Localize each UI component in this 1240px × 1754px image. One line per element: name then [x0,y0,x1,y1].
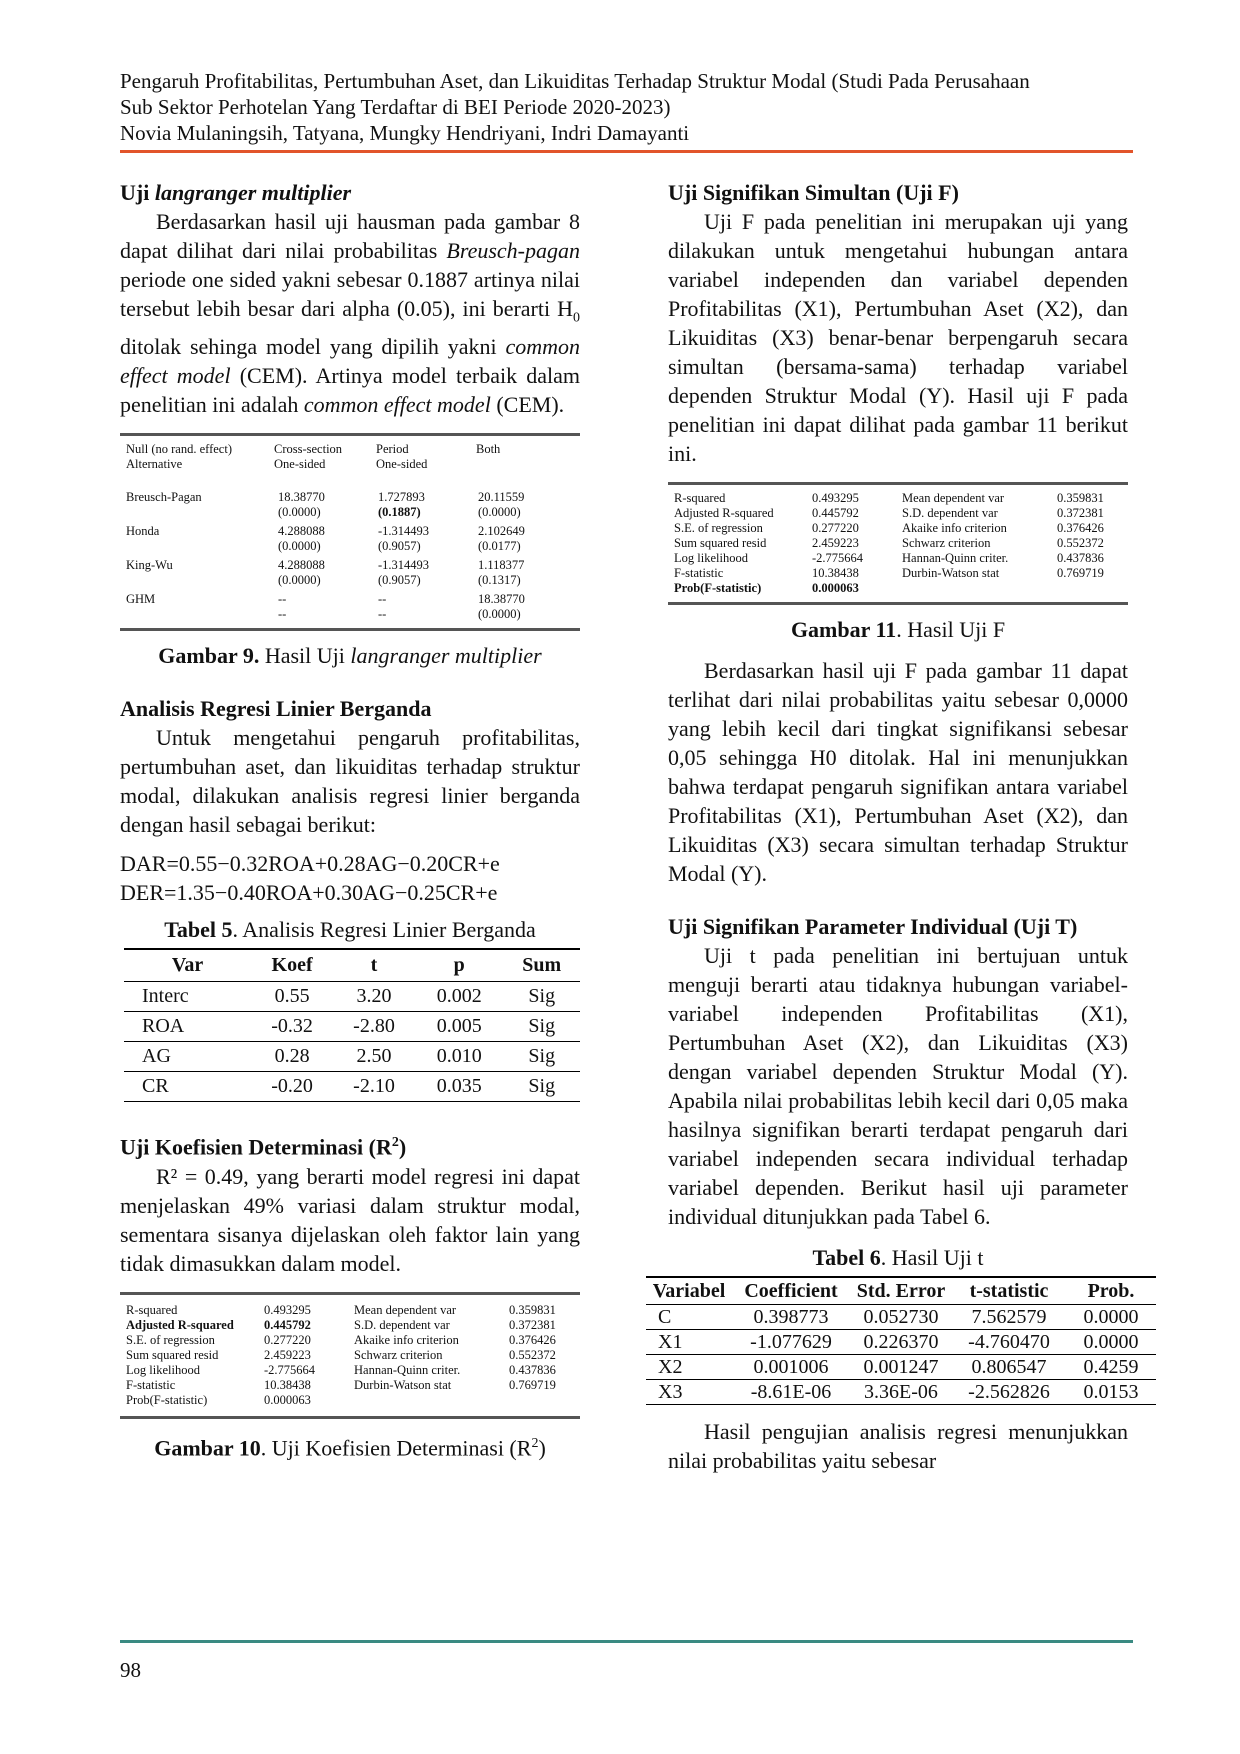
fig9-cell [124,539,272,554]
stats-cell: 0.437836 [509,1362,556,1377]
table6-cell: 0.806547 [952,1355,1066,1380]
stats-cell: Schwarz criterion [354,1347,443,1362]
header-title-line1: Pengaruh Profitabilitas, Pertumbuhan Aset, dan Likuiditas Terhadap Struktur Modal (Studi Pada Perusahaan [120,69,1030,93]
left-column [120,178,580,1462]
fig9-cell: 4.288088 [278,558,325,573]
table6-cell: 7.562579 [952,1305,1066,1330]
table5-row [124,982,580,1012]
stats-cell: Akaike info criterion [902,521,1007,535]
table5-header: Koef [251,949,333,982]
lm-paragraph: Berdasarkan hasil uji hausman pada gambar 8 dapat dilihat dari nilai probabilitas Breusch-pagan periode one sided yakni sebesar 0.1887 artinya nilai tersebut lebih besar dari alpha (0.05), ini berarti $H_0$ ditolak sehinga model yang dipilih yakni common effect model (CEM). Artinya model terbaik dalam penelitian ini adalah common effect model (CEM). [120,209,580,418]
table6-cell: 0.0000 [1066,1330,1156,1355]
table5-cell: 3.20 [333,982,415,1012]
fig9-cell: (0.0000) [478,505,521,520]
stats-cell: 0.372381 [1057,506,1104,520]
header-authors: Novia Mulaningsih, Tatyana, Mungky Hendriyani, Indri Damayanti [120,121,690,145]
stats-cell: Hannan-Quinn criter. [902,551,1009,565]
running-header [120,68,1130,146]
stats-cell: Prob(F-statistic) [674,581,762,595]
figure-11-caption: Gambar 11. Hasil Uji F [790,617,1006,642]
table5-row [124,1072,580,1102]
table6-header: Coefficient [732,1277,850,1305]
table5-cell: 0.002 [415,982,503,1012]
fig9-header-cell: Null (no rand. effect) [126,442,232,457]
figure-9-caption: Gambar 9. Hasil Uji langranger multiplier [158,643,542,669]
stats-cell: Durbin-Watson stat [354,1377,452,1392]
stats-cell [507,1393,574,1408]
footer-rule [120,1640,1133,1643]
equation-der: DER=1.35−0.40ROA+0.30AG−0.25CR+e [120,880,498,906]
f-test-paragraph: Uji F pada penelitian ini merupakan uji yang dilakukan untuk mengetahui hubungan antara variabel independen dan variabel dependen Profitabilitas (X1), Pertumbuhan Aset (X2), dan Likuiditas (X3) benar-benar berpengaruh secara simultan (bersama-sama) terhadap variabel dependen Struktur Modal (Y). Hasil uji F pada penelitian ini dapat dilihat pada gambar 11 berikut ini. [668,209,1128,466]
table5-row [124,1012,580,1042]
t-test-paragraph: Uji t pada penelitian ini bertujuan untuk menguji berarti atau tidaknya hubungan variabel-variabel independen Profitabilitas (X1), Pertumbuhan Aset (X2), dan Likuiditas (X3) dengan variabel dependen Struktur Modal (Y). Apabila nilai probabilitas lebih kecil dari 0,05 maka hasilnya signifikan berarti terdapat pengaruh dari variabel independen secara individual terhadap variabel dependen. Berikut hasil uji parameter individual ditunjukkan pada Tabel 6. [668,943,1128,1229]
fig9-cell: (0.0177) [478,539,521,554]
stats-cell: 0.552372 [509,1347,556,1362]
stats-row [672,581,1122,596]
fig9-cell: 20.11559 [478,490,525,505]
fig9-row [124,607,574,622]
table5-cell: Sig [503,1072,580,1102]
table6-cell: 0.226370 [850,1330,952,1355]
stats-cell: 0.000063 [264,1392,311,1407]
stats-cell: 2.459223 [264,1347,311,1362]
fig9-cell: 1.118377 [478,558,525,573]
table6-row [646,1355,1156,1380]
table6-cell: 0.001247 [850,1355,952,1380]
stats-cell: 2.459223 [812,536,859,550]
stats-cell: Adjusted R-squared [674,506,774,520]
stats-cell: R-squared [674,491,726,505]
stats-cell: S.E. of regression [674,521,763,535]
fig9-cell: King-Wu [126,558,173,573]
table6-header: Std. Error [850,1277,952,1305]
stats-cell: Hannan-Quinn criter. [354,1362,461,1377]
stats-cell: 0.277220 [264,1332,311,1347]
table6-cell: -2.562826 [952,1380,1066,1405]
fig9-cell: -- [278,592,287,607]
stats-cell: 0.437836 [1057,551,1104,565]
stats-cell: Adjusted R-squared [126,1317,234,1332]
fig9-cell: 1.727893 [378,490,425,505]
stats-cell: 10.38438 [812,566,859,580]
table-6 [646,1276,1156,1405]
stats-cell: Durbin-Watson stat [902,566,1000,580]
table5-cell: 0.035 [415,1072,503,1102]
table5-cell: -0.32 [251,1012,333,1042]
stats-cell: 0.376426 [1057,521,1104,535]
fig9-row [124,520,574,539]
stats-cell: -2.775664 [812,551,864,565]
stats-cell: 0.359831 [509,1302,556,1317]
figure-10-table [120,1292,580,1419]
table5-cell: Interc [124,982,251,1012]
fig9-cell: -- [378,607,387,622]
figure-11-table [668,482,1128,605]
stats-cell [1055,581,1122,596]
fig9-cell: 18.38770 [478,592,525,607]
stats-cell: 0.376426 [509,1332,556,1347]
table-5 [124,948,580,1102]
table6-cell: X1 [646,1330,732,1355]
fig9-row [124,588,574,607]
table6-header: Prob. [1066,1277,1156,1305]
table5-cell: -0.20 [251,1072,333,1102]
page-number: 98 [120,1658,141,1682]
fig9-cell: Breusch-Pagan [126,490,202,505]
fig9-cell: -- [278,607,287,622]
stats-cell: Sum squared resid [126,1347,219,1362]
fig9-cell [124,573,272,588]
fig9-cell: (0.1317) [478,573,521,588]
stats-cell: 0.445792 [264,1317,311,1332]
stats-cell [352,1393,507,1408]
fig9-cell: (0.0000) [278,505,321,520]
regression-result-paragraph: Hasil pengujian analisis regresi menunjukkan nilai probabilitas yaitu sebesar [668,1419,1128,1473]
stats-row [672,491,1122,506]
fig9-header-cell: Period [376,442,409,457]
stats-row [672,551,1122,566]
table5-cell: Sig [503,1042,580,1072]
fig9-cell: (0.0000) [278,539,321,554]
table6-cell: -1.077629 [732,1330,850,1355]
stats-cell: F-statistic [674,566,724,580]
table5-cell: Sig [503,982,580,1012]
stats-cell: 0.769719 [1057,566,1104,580]
table5-cell: -2.80 [333,1012,415,1042]
stats-cell: 0.493295 [812,491,859,505]
fig9-cell: (0.9057) [378,539,421,554]
fig9-cell: -1.314493 [378,524,430,539]
fig9-cell: GHM [126,592,156,607]
fig9-header-cell: Cross-section [274,442,343,457]
fig9-cell: Honda [126,524,160,539]
table5-cell: AG [124,1042,251,1072]
lm-heading: Uji langranger multiplier [120,180,352,205]
stats-cell: F-statistic [126,1377,176,1392]
table-5-caption: Tabel 5. Analisis Regresi Linier Berganda [164,917,536,943]
table6-cell: -4.760470 [952,1330,1066,1355]
table5-cell: ROA [124,1012,251,1042]
table6-cell: X2 [646,1355,732,1380]
fig9-cell [124,607,272,622]
stats-row [124,1318,574,1333]
table5-cell: CR [124,1072,251,1102]
stats-cell: -2.775664 [264,1362,316,1377]
header-rule [120,150,1133,153]
figure-10-caption: Gambar 10. Uji Koefisien Determinasi $(R^2)$ [154,1435,546,1461]
stats-cell: 0.552372 [1057,536,1104,550]
header-title-line2: Sub Sektor Perhotelan Yang Terdaftar di BEI Periode 2020-2023) [120,95,671,119]
right-column [652,178,1139,1475]
table6-header: Variabel [646,1277,732,1305]
fig9-cell: (0.0000) [478,607,521,622]
figure-9-table [120,433,580,631]
fig9-row [124,539,574,554]
table5-cell: 0.28 [251,1042,333,1072]
t-test-heading: Uji Signifikan Parameter Individual (Uji T) [668,914,1078,939]
table6-row [646,1380,1156,1405]
stats-row [124,1303,574,1318]
stats-cell: Mean dependent var [902,491,1005,505]
stats-row [124,1378,574,1393]
stats-cell: Log likelihood [674,551,748,565]
stats-cell: S.E. of regression [126,1332,215,1347]
table5-header: Sum [503,949,580,982]
fig9-header-cell [474,457,574,472]
f-test-result-paragraph: Berdasarkan hasil uji F pada gambar 11 dapat terlihat dari nilai probabilitas yaitu sebesar 0,0000 yang lebih kecil dari tingkat signifikansi sebesar 0,05 sehingga H0 ditolak. Hal ini menunjukkan bahwa terdapat pengaruh signifikan antara variabel Profitabilitas (X1), Pertumbuhan Aset (X2), dan Likuiditas (X3) secara simultan terhadap Struktur Modal (Y). [668,658,1128,886]
stats-cell: 0.769719 [509,1377,556,1392]
stats-row [672,521,1122,536]
fig9-row [124,573,574,588]
table5-cell: 0.005 [415,1012,503,1042]
table5-header: p [415,949,503,982]
table6-cell: 0.4259 [1066,1355,1156,1380]
stats-cell: 0.372381 [509,1317,556,1332]
stats-row [124,1333,574,1348]
stats-cell: 0.000063 [812,581,859,595]
stats-cell: 0.445792 [812,506,859,520]
table5-cell: -2.10 [333,1072,415,1102]
table6-header: t-statistic [952,1277,1066,1305]
regression-paragraph: Untuk mengetahui pengaruh profitabilitas, pertumbuhan aset, dan likuiditas terhadap struktur modal, dilakukan analisis regresi linier berganda dengan hasil sebagai berikut: [120,725,580,838]
fig9-cell: 4.288088 [278,524,325,539]
table6-cell: 0.0153 [1066,1380,1156,1405]
table6-cell: C [646,1305,732,1330]
stats-cell: 0.277220 [812,521,859,535]
stats-cell: S.D. dependent var [902,506,998,520]
fig9-cell: 18.38770 [278,490,325,505]
stats-cell: S.D. dependent var [354,1317,450,1332]
fig9-cell: (0.1887) [378,505,421,520]
fig9-row [124,490,574,505]
f-test-heading: Uji Signifikan Simultan (Uji F) [668,180,959,205]
fig9-cell: (0.9057) [378,573,421,588]
table6-cell: -8.61E-06 [732,1380,850,1405]
stats-row [124,1363,574,1378]
stats-cell: 0.493295 [264,1302,311,1317]
stats-cell: 0.359831 [1057,491,1104,505]
stats-row [124,1393,574,1408]
table5-cell: Sig [503,1012,580,1042]
fig9-header-cell: Both [476,442,501,457]
stats-cell: Prob(F-statistic) [126,1392,208,1407]
regression-heading: Analisis Regresi Linier Berganda [120,696,432,722]
fig9-cell [124,505,272,520]
fig9-header-cell: One-sided [376,457,428,472]
equation-dar: DAR=0.55−0.32ROA+0.28AG−0.20CR+e [120,851,500,877]
stats-row [672,566,1122,581]
table6-cell: X3 [646,1380,732,1405]
fig9-row [124,554,574,573]
fig9-cell: 2.102649 [478,524,525,539]
table6-cell: 3.36E-06 [850,1380,952,1405]
fig9-cell: (0.0000) [278,573,321,588]
table6-row [646,1305,1156,1330]
table6-cell: 0.398773 [732,1305,850,1330]
fig9-header-cell: Alternative [126,457,183,472]
table6-cell: 0.001006 [732,1355,850,1380]
table5-cell: 0.55 [251,982,333,1012]
stats-row [672,536,1122,551]
stats-row [672,506,1122,521]
table-6-caption: Tabel 6. Hasil Uji t [812,1245,984,1270]
fig9-header-cell: One-sided [274,457,326,472]
r2-heading: Uji Koefisien Determinasi $(R^2)$ [120,1134,407,1160]
table5-cell: 0.010 [415,1042,503,1072]
fig9-cell: -- [378,592,387,607]
stats-row [124,1348,574,1363]
table5-cell: 2.50 [333,1042,415,1072]
stats-cell: 10.38438 [264,1377,311,1392]
stats-cell: Akaike info criterion [354,1332,459,1347]
r2-paragraph: R² = 0.49, yang berarti model regresi ini dapat menjelaskan 49% variasi dalam struktur modal, sementara sisanya dijelaskan oleh faktor lain yang tidak dimasukkan dalam model. [120,1163,580,1276]
table5-header: Var [124,949,251,982]
stats-cell: Sum squared resid [674,536,767,550]
stats-cell: Mean dependent var [354,1302,457,1317]
fig9-row [124,505,574,520]
stats-cell: Log likelihood [126,1362,200,1377]
table6-row [646,1330,1156,1355]
stats-cell: R-squared [126,1302,178,1317]
table5-header: t [333,949,415,982]
stats-cell: Schwarz criterion [902,536,991,550]
fig9-cell: -1.314493 [378,558,430,573]
table5-row [124,1042,580,1072]
table6-cell: 0.0000 [1066,1305,1156,1330]
table6-cell: 0.052730 [850,1305,952,1330]
stats-cell [900,581,1055,596]
